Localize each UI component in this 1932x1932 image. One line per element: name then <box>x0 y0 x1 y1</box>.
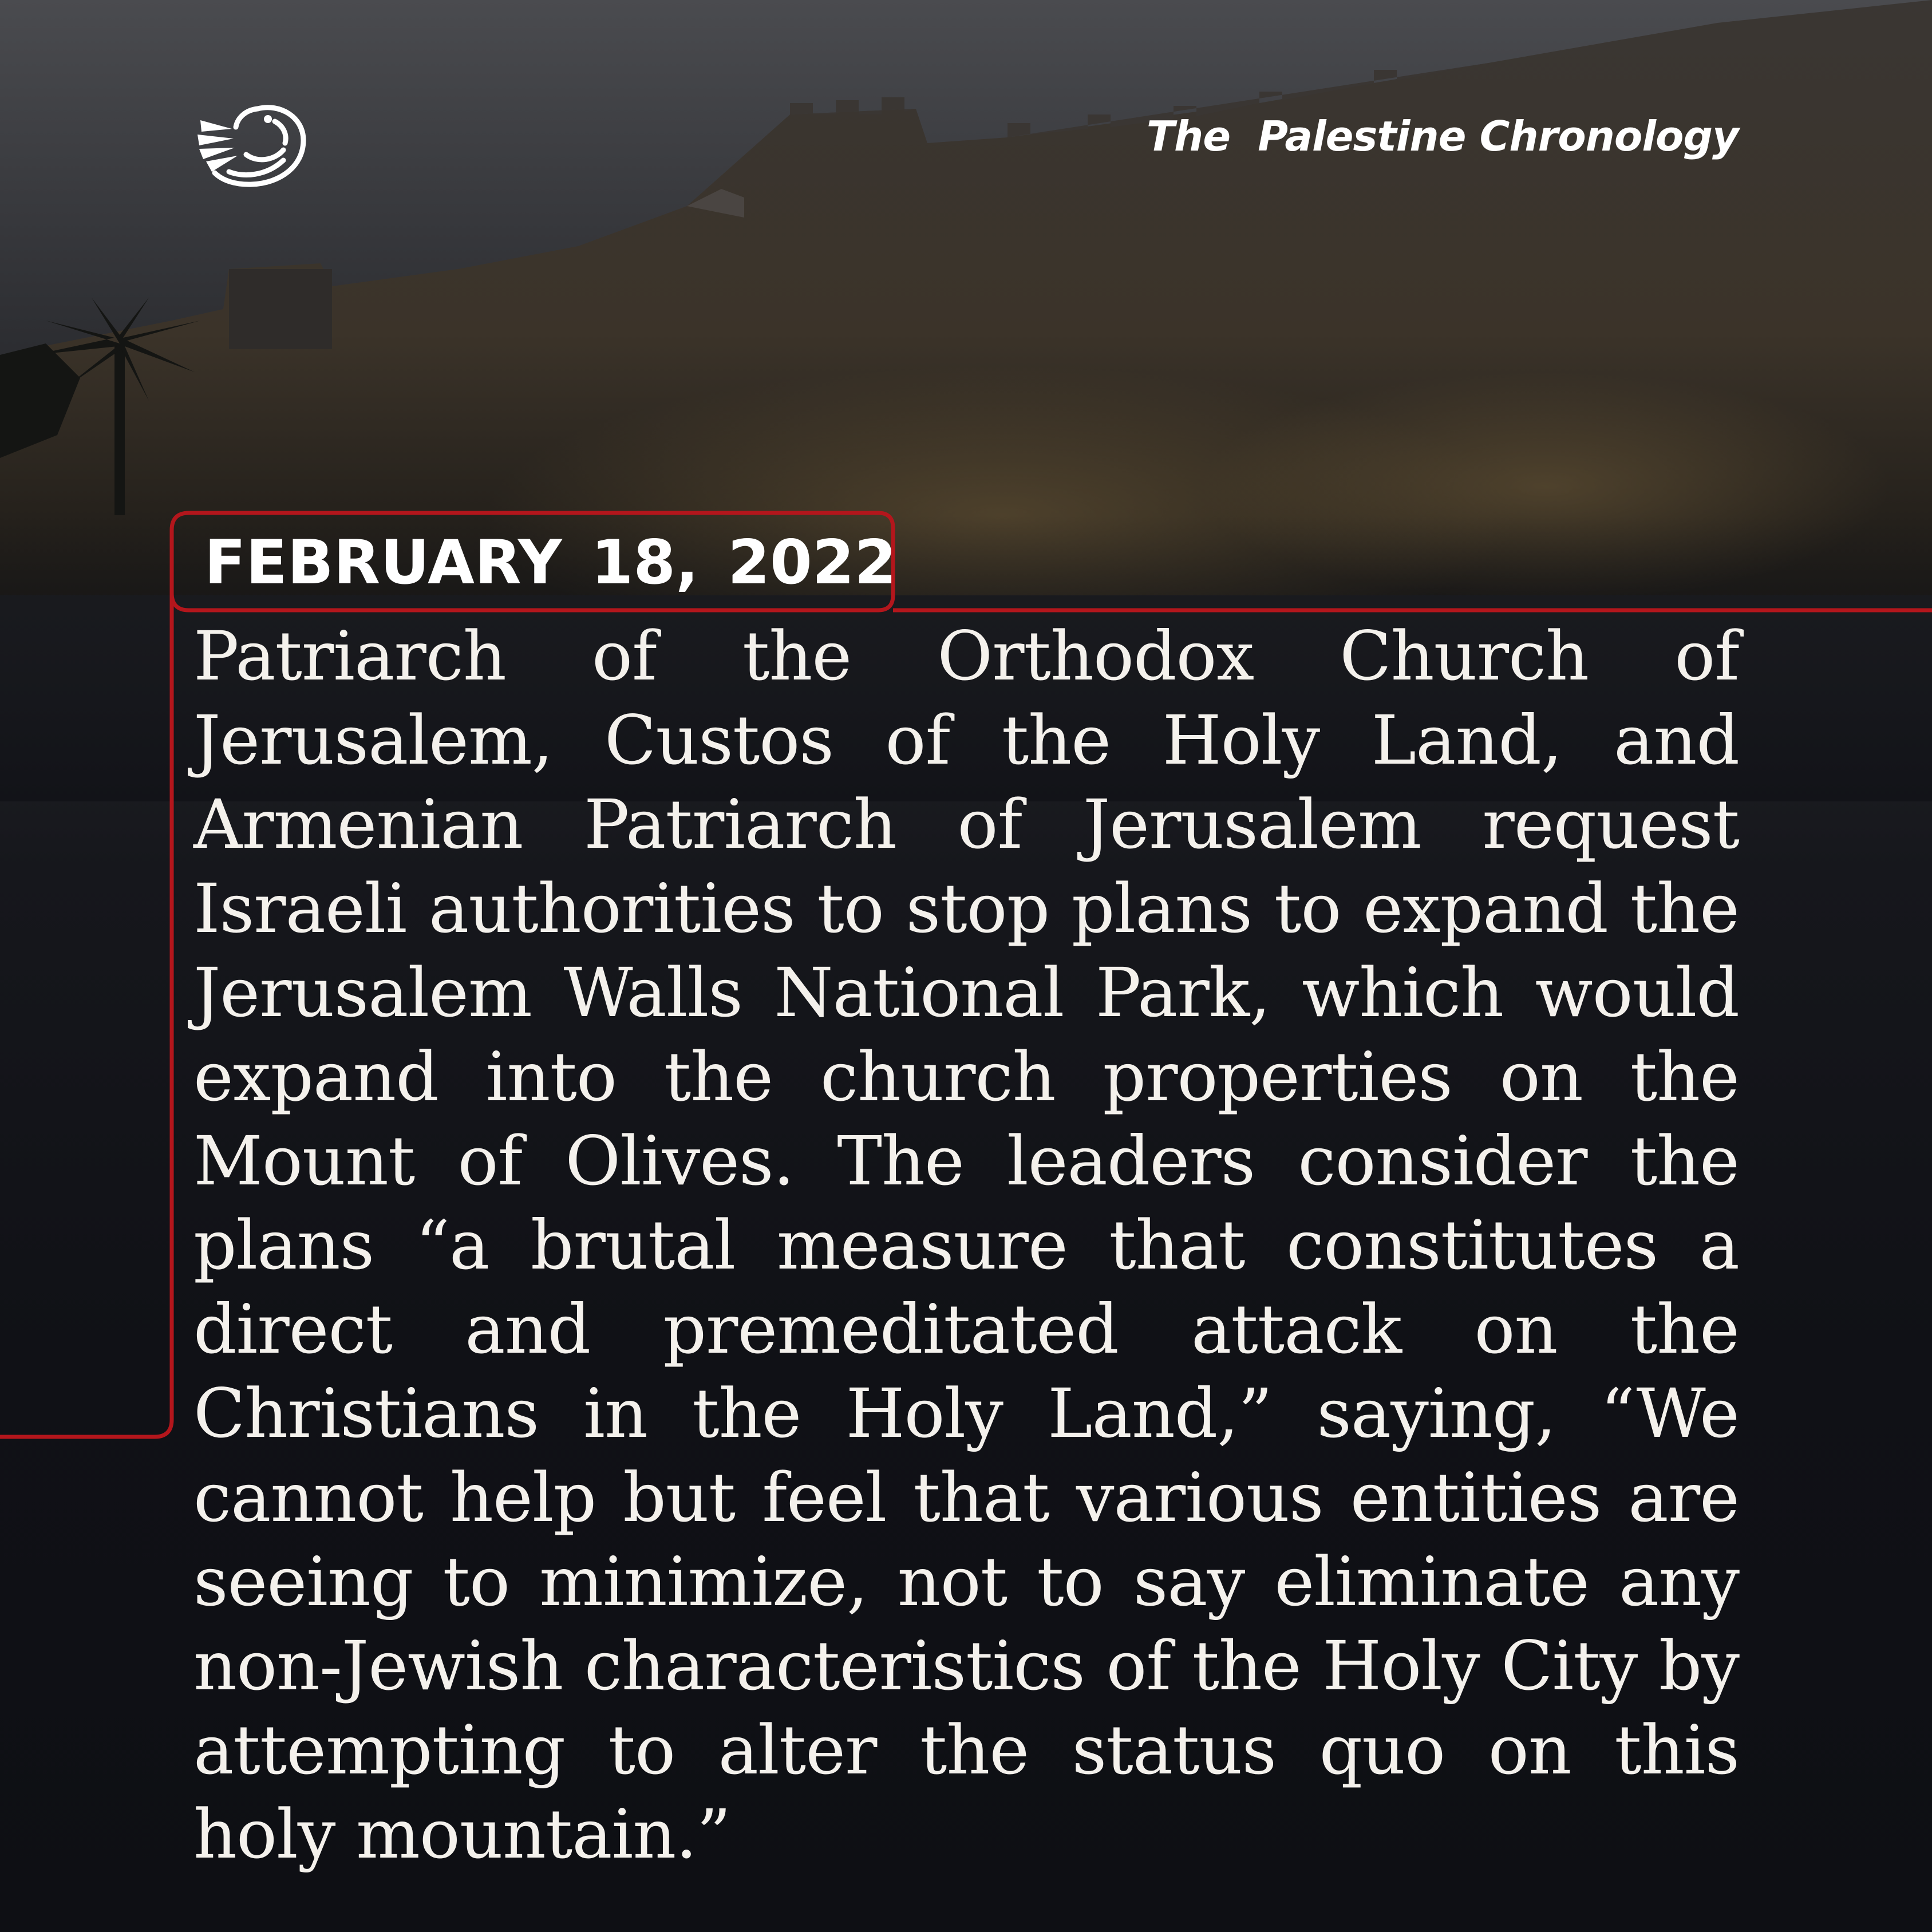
brand-title: The Palestine Chronology <box>1146 112 1739 160</box>
entry-date: FEBRUARY 18, 2022 <box>204 527 897 598</box>
entry-text: Patriarch of the Orthodox Church of Jerusalem, Custos of the Holy Land, and Armenian Patriarch of Jerusalem request Israeli authorities to stop plans to expand the Jerusalem Walls National Park, which would expand into the church properties on the Mount of Olives. The leaders consider the plans “a brutal measure that constitutes a direct and premeditated attack on the Christians in the Holy Land,” saying, “We cannot help but feel that various entities are seeing to minimize, not to say eliminate any non-Jewish characteristics of the Holy City by attempting to alter the status quo on this holy mountain.” <box>193 617 1739 1874</box>
